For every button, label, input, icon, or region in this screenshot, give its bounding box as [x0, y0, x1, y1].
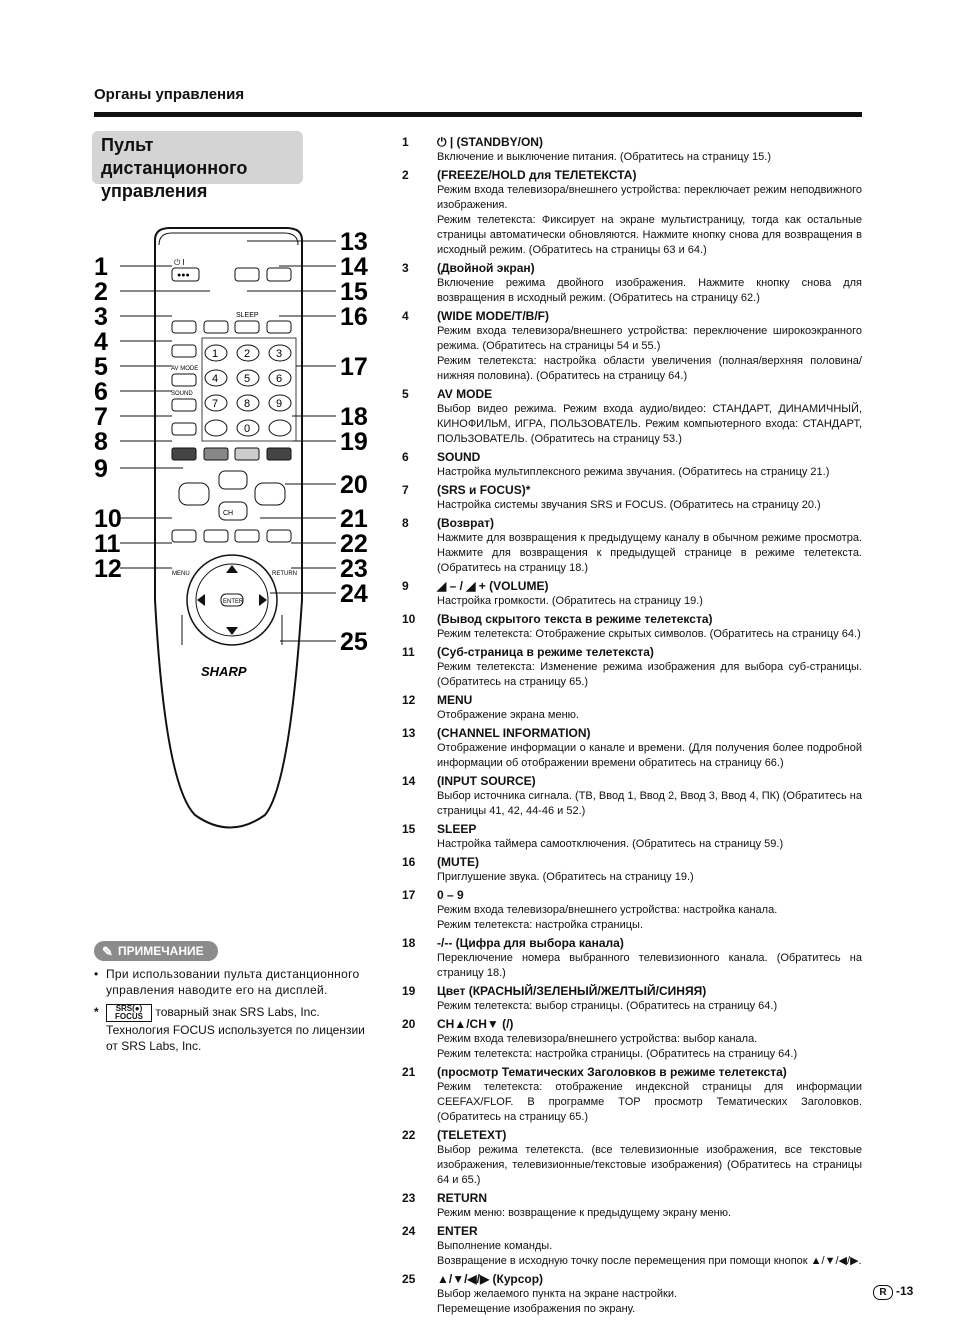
wide-mode-button: [172, 345, 196, 357]
callout-number: 24: [340, 580, 368, 608]
callout-number: 14: [340, 253, 368, 281]
item-title: 0 – 9: [437, 888, 464, 902]
list-item: [402, 450, 862, 480]
digit-label: 8: [244, 398, 251, 410]
item-title: (WIDE MODE/T/B/F): [437, 309, 549, 323]
item-number: 6: [402, 450, 409, 464]
list-item: [402, 483, 862, 513]
item-description: Выполнение команды.: [437, 1240, 553, 1252]
title-line-1: Пульт дистанционного: [101, 135, 248, 178]
item-description: Возвращение в исходную точку после перемещения при помощи кнопок ▲/▼/◀/▶.: [437, 1255, 862, 1267]
enter-label: ENTER: [223, 599, 244, 605]
title-line-2: управления: [101, 181, 208, 201]
item-description: Режим телетекста: Изменение режима изображения для выбора суб-страницы. (Обратитесь на страницу 65.): [437, 661, 862, 688]
item-description: Режим меню: возвращение к предыдущему экрану меню.: [437, 1207, 732, 1219]
item-number: 7: [402, 483, 409, 497]
digit-label: 5: [244, 373, 251, 385]
digit-label: 0: [244, 423, 251, 435]
item-description: Режим входа телевизора/внешнего устройства: переключает режим неподвижного изображения.: [437, 184, 862, 211]
page-number-text: -13: [896, 1284, 914, 1298]
list-item: [402, 309, 862, 384]
yellow-button: [235, 448, 259, 460]
callout-number: 15: [340, 278, 368, 306]
item-title: (CHANNEL INFORMATION): [437, 726, 591, 740]
list-item: [402, 726, 862, 771]
digit-label: 7: [212, 398, 219, 410]
item-description: Режим входа телевизора/внешнего устройства: переключение широкоэкранного режима. (Обратитесь на страницы 54 и 55.): [437, 325, 862, 352]
item-description: Режим телетекста: настройка области увеличения (полная/верхняя половина/нижняя половина). (Обратитесь на страницу 64.): [437, 355, 862, 382]
list-item: [402, 888, 862, 933]
blue-button: [267, 448, 291, 460]
list-item: [402, 855, 862, 885]
remote-body: [155, 228, 302, 828]
list-item: [402, 612, 862, 642]
callout-number: 1: [94, 253, 108, 281]
item-title: ◢ – / ◢ + (VOLUME): [437, 579, 549, 593]
item-title: (Возврат): [437, 516, 495, 530]
note-bullet-2b: Технология FOCUS используется по лицензии от SRS Labs, Inc.: [106, 1023, 365, 1053]
item-number: 16: [402, 855, 416, 869]
list-item: [402, 1224, 862, 1269]
callout-number: 16: [340, 303, 368, 331]
item-number: 14: [402, 774, 416, 788]
digit-label: 4: [212, 373, 219, 385]
note-badge-label: ПРИМЕЧАНИЕ: [118, 944, 204, 958]
callout-number: 20: [340, 471, 368, 499]
digit-label: 3: [276, 348, 283, 360]
callout-number: 4: [94, 328, 108, 356]
list-item: [402, 984, 862, 1014]
sleep-label: SLEEP: [236, 312, 259, 319]
item-title: SLEEP: [437, 822, 477, 836]
item-description: Отображение экрана меню.: [437, 709, 579, 721]
list-item: [402, 516, 862, 576]
dual-screen-button: [172, 321, 196, 333]
item-number: 11: [402, 645, 415, 659]
item-description: Настройка громкости. (Обратитесь на страницу 19.): [437, 595, 703, 607]
item-title: (Суб-страница в режиме телетекста): [437, 645, 654, 659]
item-title: ▲/▼/◀/▶ (Курсор): [437, 1272, 544, 1286]
item-title: (Двойной экран): [437, 261, 535, 275]
item-number: 8: [402, 516, 409, 530]
list-item: [402, 774, 862, 819]
section-header: Органы управления: [94, 86, 245, 103]
callout-number: 7: [94, 403, 108, 431]
list-item: [402, 693, 862, 723]
item-title: (INPUT SOURCE): [437, 774, 536, 788]
item-title: ⏻ | (STANDBY/ON): [437, 135, 543, 149]
item-title: AV MODE: [437, 387, 493, 401]
sound-label: SOUND: [171, 391, 193, 397]
section-title: [92, 131, 303, 201]
teletext-button: [267, 530, 291, 542]
green-button: [204, 448, 228, 460]
callout-number: 21: [340, 505, 368, 533]
item-description: Перемещение изображения по экрану.: [437, 1303, 636, 1315]
ch-label: CH: [223, 510, 234, 517]
item-number: 24: [402, 1224, 416, 1238]
list-item: [402, 1017, 862, 1062]
callout-number: 5: [94, 353, 108, 381]
callout-number: 13: [340, 228, 368, 256]
item-description: Режим телетекста: Фиксирует на экране мультистраницу, тогда как остальные страницы автоматически обновляются. Нажмите кнопку снова для возвращения в исходный режим. (Обратитесь на страницы 63 и 64.): [437, 214, 862, 256]
item-title: (MUTE): [437, 855, 479, 869]
pencil-icon: ✎: [102, 944, 113, 959]
item-description: Настройка системы звучания SRS и FOCUS. (Обратитесь на страницу 20.): [437, 499, 821, 511]
item-title: MENU: [437, 693, 473, 707]
item-title: SOUND: [437, 450, 481, 464]
callout-number: 6: [94, 378, 108, 406]
list-item: [402, 168, 862, 258]
region-badge: R: [873, 1285, 893, 1300]
callout-number: 22: [340, 530, 368, 558]
list-item: [402, 387, 862, 447]
item-title: ENTER: [437, 1224, 478, 1238]
item-title: (просмотр Тематических Заголовков в режиме телетекста): [437, 1065, 787, 1079]
brand-logo: SHARP: [201, 664, 247, 679]
item-description: Режим входа телевизора/внешнего устройства: настройка канала.: [437, 904, 778, 916]
item-description: Режим телетекста: настройка страницы.: [437, 919, 644, 931]
freeze-hold-button: [204, 321, 228, 333]
item-number: 9: [402, 579, 409, 593]
av-mode-label: AV MODE: [171, 366, 199, 372]
callout-number: 10: [94, 505, 122, 533]
item-number: 15: [402, 822, 416, 836]
callout-number: 23: [340, 555, 368, 583]
item-description: Выбор желаемого пункта на экране настройки.: [437, 1288, 678, 1300]
ch-up-button: [219, 471, 247, 489]
item-number: 23: [402, 1191, 416, 1205]
note-badge: [94, 941, 218, 961]
pad-side-button: [205, 420, 227, 436]
mute-button: [267, 321, 291, 333]
item-number: 10: [402, 612, 416, 626]
list-item: [402, 1272, 862, 1317]
item-number: 22: [402, 1128, 416, 1142]
item-title: CH▲/CH▼ (/): [437, 1017, 514, 1031]
item-description: Выбор видео режима. Режим входа аудио/видео: СТАНДАРТ, ДИНАМИЧНЫЙ, КИНОФИЛЬМ, ИГРА, ПОЛЬЗОВАТЕЛЬ. Режим компьютерного входа: СТАНДАРТ, ПОЛЬЗОВАТЕЛЬ. (Обратитесь на страницу 53.): [437, 403, 862, 445]
item-number: 2: [402, 168, 409, 182]
list-item: [402, 1065, 862, 1125]
return-label: RETURN: [272, 571, 297, 577]
item-description: Режим входа телевизора/внешнего устройства: выбор канала.: [437, 1033, 758, 1045]
item-number: 1: [402, 135, 409, 149]
callout-number: 19: [340, 428, 368, 456]
callout-number: 17: [340, 353, 368, 381]
list-item: [402, 1191, 862, 1221]
item-description: Выбор режима телетекста. (все телевизионные изображения, все текстовые изображения, телевизионные/текстовые изображения) (Обратитесь на страницы 64 и 65.): [437, 1144, 862, 1186]
callout-number: 18: [340, 403, 368, 431]
reveal-button: [172, 530, 196, 542]
svg-text:●●●: ●●●: [177, 272, 190, 279]
button-description-list: [402, 135, 862, 1320]
srs-focus-logo: SRS(●) FOCUS: [106, 1004, 152, 1022]
digit-label: 2: [244, 348, 251, 360]
red-button: [172, 448, 196, 460]
page-number: [873, 1284, 913, 1300]
item-number: 21: [402, 1065, 416, 1079]
list-item: [402, 579, 862, 609]
list-item: [402, 822, 862, 852]
item-description: Нажмите для возвращения к предыдущему каналу в обычном режиме просмотра. Нажмите для возвращения к предыдущей странице в режиме телетекста. (Обратитесь на страницу 18.): [437, 532, 862, 574]
callout-number: 12: [94, 555, 122, 583]
item-title: -/-- (Цифра для выбора канала): [437, 936, 624, 950]
item-number: 19: [402, 984, 416, 998]
header-rule: [94, 112, 862, 117]
item-description: Настройка мультиплексного режима звучания. (Обратитесь на страницу 21.): [437, 466, 830, 478]
av-mode-button: [172, 374, 196, 386]
item-number: 20: [402, 1017, 416, 1031]
item-number: 3: [402, 261, 409, 275]
item-description: Режим телетекста: настройка страницы. (Обратитесь на страницу 64.): [437, 1048, 798, 1060]
item-number: 18: [402, 936, 416, 950]
menu-label: MENU: [172, 571, 190, 577]
item-description: Режим телетекста: Отображение скрытых символов. (Обратитесь на страницу 64.): [437, 628, 861, 640]
item-description: Выбор источника сигнала. (ТВ, Ввод 1, Ввод 2, Ввод 3, Ввод 4, ПК) (Обратитесь на страницы 41, 42, 44-46 и 52.): [437, 790, 862, 817]
item-description: Настройка таймера самоотключения. (Обратитесь на страницу 59.): [437, 838, 784, 850]
item-number: 5: [402, 387, 409, 401]
vol-minus-button: [179, 483, 209, 505]
item-description: Режим телетекста: выбор страницы. (Обратитесь на страницу 64.): [437, 1000, 778, 1012]
remote-illustration: [90, 225, 390, 930]
list-item: [402, 1128, 862, 1188]
item-title: (SRS и FOCUS)*: [437, 483, 531, 497]
srs-button: [172, 423, 196, 435]
callout-number: 25: [340, 628, 368, 656]
callout-number: 11: [94, 530, 121, 558]
item-title: RETURN: [437, 1191, 487, 1205]
item-number: 4: [402, 309, 409, 323]
input-source-button: [267, 268, 291, 281]
item-number: 17: [402, 888, 416, 902]
item-title: Цвет (КРАСНЫЙ/ЗЕЛЕНЫЙ/ЖЕЛТЫЙ/СИНЯЯ): [437, 984, 707, 998]
callout-number: 9: [94, 455, 108, 483]
item-title: (FREEZE/HOLD для ТЕЛЕТЕКСТА): [437, 168, 637, 182]
item-title: (Вывод скрытого текста в режиме телетекста): [437, 612, 713, 626]
note-bullet-1: При использовании пульта дистанционного управления наводите его на дисплей.: [106, 967, 360, 997]
item-number: 13: [402, 726, 416, 740]
digit-label: 6: [276, 373, 283, 385]
sleep-button: [235, 321, 259, 333]
remote-power-label: ⏻ I: [174, 258, 185, 267]
item-description: Отображение информации о канале и времени. (Для получения более подробной информации об отображении времени обратитесь на страницу 66.): [437, 742, 862, 769]
digit-label: 9: [276, 398, 283, 410]
vol-plus-button: [255, 483, 285, 505]
subpage-button: [204, 530, 228, 542]
item-description: Режим телетекста: отображение индексной страницы для информации CEEFAX/FLOF. В программе TOP просмотр Тематических Заголовков. (Обратитесь на страницу 65.): [437, 1081, 862, 1123]
item-title: (TELETEXT): [437, 1128, 507, 1142]
item-description: Включение режима двойного изображения. Нажмите кнопку снова для возвращения в исходный режим. (Обратитесь на страницу 62.): [437, 277, 862, 304]
callout-number: 3: [94, 303, 108, 331]
callout-number: 8: [94, 428, 108, 456]
item-number: 25: [402, 1272, 416, 1286]
list-item: [402, 261, 862, 306]
index-button: [235, 530, 259, 542]
item-description: Приглушение звука. (Обратитесь на страницу 19.): [437, 871, 694, 883]
list-item: [402, 135, 862, 165]
item-description: Переключение номера выбранного телевизионного канала. (Обратитесь на страницу 18.): [437, 952, 862, 979]
digit-label: 1: [212, 348, 219, 360]
callout-number: 2: [94, 278, 108, 306]
item-description: Включение и выключение питания. (Обратитесь на страницу 15.): [437, 151, 771, 163]
sound-button: [172, 399, 196, 411]
freeze-button: [235, 268, 259, 281]
list-item: [402, 645, 862, 690]
item-number: 12: [402, 693, 416, 707]
note-bullet-2a: товарный знак SRS Labs, Inc.: [155, 1005, 320, 1019]
list-item: [402, 936, 862, 981]
note-block: • При использовании пульта дистанционного управления наводите его на дисплей. * SRS(●) FOCUS товарный знак SRS Labs, Inc. Технология FOCUS используется по лицензии от SRS Labs, Inc.: [94, 966, 376, 1054]
pad-side-button: [269, 420, 291, 436]
